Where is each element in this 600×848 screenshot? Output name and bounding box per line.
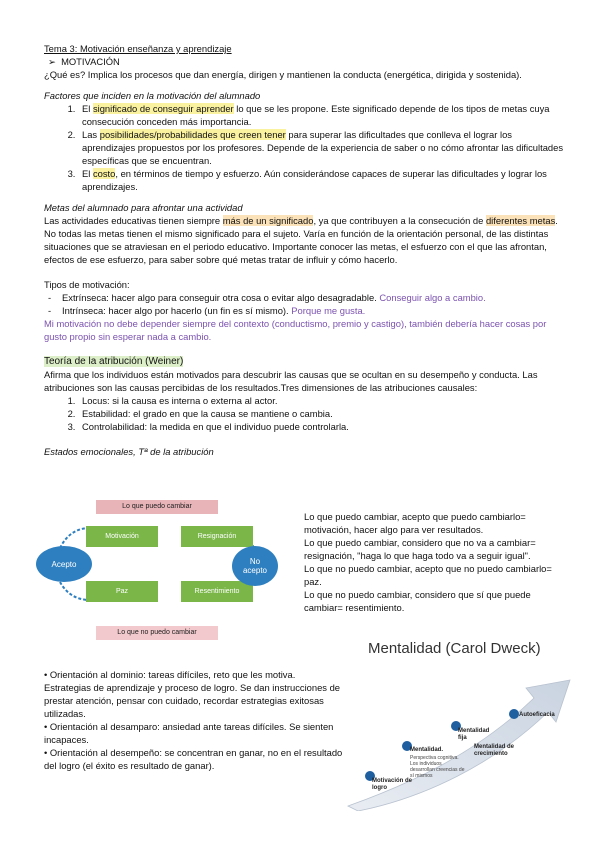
goals-paragraph: Las actividades educativas tienen siempre más de un significado, ya que contribuyen a la consecución de diferentes metas. No todas las metas tienen el mismo significado para el sujeto. Varía en función de la orientación personal, de las distintas situaciones que se atraviesan en el periodo educativo. Importante conocer las metas, el esfuerzo con el que las afrontan, efectos de ese esfuerzo, para saber sobre qué metas tratar de influir y cómo hacerlo.	[44, 215, 558, 265]
attribution-list	[44, 394, 564, 433]
arrow-bullet-icon: ➢	[48, 56, 56, 67]
emotional-heading: Estados emocionales, Tª de la atribución	[44, 446, 214, 457]
orientation-item: • Orientación al desamparo: ansiedad ante tareas difíciles. Se sienten incapaces.	[44, 721, 334, 745]
node-mentalidad-desc: Perspectiva cognitiva. Los individuos desarrollan creencias de sí mismos	[410, 755, 465, 779]
types-heading: Tipos de motivación:	[44, 279, 130, 290]
circle-acepto: Acepto	[36, 546, 92, 582]
list-item: - Extrínseca: hacer algo para conseguir otra cosa o evitar algo desagradable. Conseguir algo a cambio.	[48, 291, 564, 304]
list-item: 1. El significado de conseguir aprender lo que se les propone. Este significado depende de los tipos de metas cuya consecución conceden más importancia.	[78, 102, 564, 128]
list-item: - Intrínseca: hacer algo por hacerlo (un fin es sí mismo). Porque me gusta.	[48, 304, 564, 317]
types-list	[44, 291, 564, 317]
node-mentalidad-fija: Mentalidad fija	[458, 728, 490, 741]
box-motivacion: Motivación	[86, 526, 158, 547]
list-item: 2. Estabilidad: el grado en que la causa se mantiene o cambia.	[78, 407, 564, 420]
list-item: 2. Las posibilidades/probabilidades que creen tener para superar las dificultades que conlleva el lograr los aprendizajes propuestos por los profesores. Depende de la experiencia de saber o no cómo afrontar las dificultades específicas que se encuentran.	[78, 128, 564, 167]
node-mentalidad-crecimiento: Mentalidad de crecimiento	[474, 744, 515, 757]
explanation-line: Lo que no puedo cambiar, acepto que no puedo cambiarlo= paz.	[304, 563, 552, 587]
explanation-line: Lo que puedo cambiar, considero que no va a cambiar= resignación, "haga lo que haga todo va a seguir igual".	[304, 537, 536, 561]
emotional-explanations	[304, 510, 554, 614]
node-autoeficacia: Autoeficacia	[519, 712, 555, 718]
orientation-item: • Orientación al desempeño: se concentran en ganar, no en el resultado del logro (el éxito es resultado de ganar).	[44, 747, 343, 771]
orientation-list	[44, 668, 344, 772]
explanation-line: Lo que no puedo cambiar, considero que sí que puede cambiar= resentimiento.	[304, 589, 531, 613]
types-note: Mi motivación no debe depender siempre del contexto (conductismo, premio y castigo), también debería hacer cosas por gusto propio sin esperar nada a cambio.	[44, 318, 547, 342]
circle-no-acepto: No acepto	[232, 546, 278, 586]
definition-paragraph: ¿Qué es? Implica los procesos que dan energía, dirigen y mantienen la conducta (energética, dirigida y sostenida).	[44, 69, 522, 80]
attribution-diagram	[36, 500, 286, 645]
attribution-heading: Teoría de la atribución (Weiner)	[44, 356, 184, 367]
factors-list	[44, 102, 564, 193]
box-paz: Paz	[86, 581, 158, 602]
factors-heading: Factores que inciden en la motivación del alumnado	[44, 90, 261, 101]
diagram-bottom-label: Lo que no puedo cambiar	[96, 626, 218, 640]
diagram-top-label: Lo que puedo cambiar	[96, 500, 218, 514]
box-resentimiento: Resentimiento	[181, 581, 253, 602]
dweck-title: Mentalidad (Carol Dweck)	[368, 640, 541, 657]
list-item: 3. Controlabilidad: la medida en que el individuo puede controlarla.	[78, 420, 564, 433]
box-resignacion: Resignación	[181, 526, 253, 547]
doc-title: Tema 3: Motivación enseñanza y aprendizaje	[44, 43, 232, 54]
attribution-intro: Afirma que los individuos están motivados para descubrir las causas que se ocultan en su desempeño y conducta. Las atribuciones son las causas percibidas de los resultados.Tres dimensiones de las atribuciones causales:	[44, 369, 538, 393]
list-item: 1. Locus: si la causa es interna o externa al actor.	[78, 394, 564, 407]
node-mentalidad: Mentalidad.	[410, 747, 444, 753]
document-page	[44, 42, 564, 458]
goals-heading: Metas del alumnado para afrontar una actividad	[44, 202, 243, 213]
explanation-line: Lo que puedo cambiar, acepto que puedo cambiarlo= motivación, hacer algo para ver resultados.	[304, 511, 526, 535]
dweck-figure	[344, 636, 574, 811]
node-motivacion-logro: Motivación de logro	[372, 778, 413, 791]
orientation-item: • Orientación al dominio: tareas difíciles, reto que les motiva. Estrategias de aprendizaje y proceso de logro. Se dan instrucciones de prestar atención, pensar con cuidado, recordar estrategias exitosas utilizadas.	[44, 669, 341, 719]
list-item: 3. El costo, en términos de tiempo y esfuerzo. Aún considerándose capaces de superar las dificultades y lograr los aprendizajes.	[78, 167, 564, 193]
section-motivacion: ➢ MOTIVACIÓN	[48, 56, 120, 67]
